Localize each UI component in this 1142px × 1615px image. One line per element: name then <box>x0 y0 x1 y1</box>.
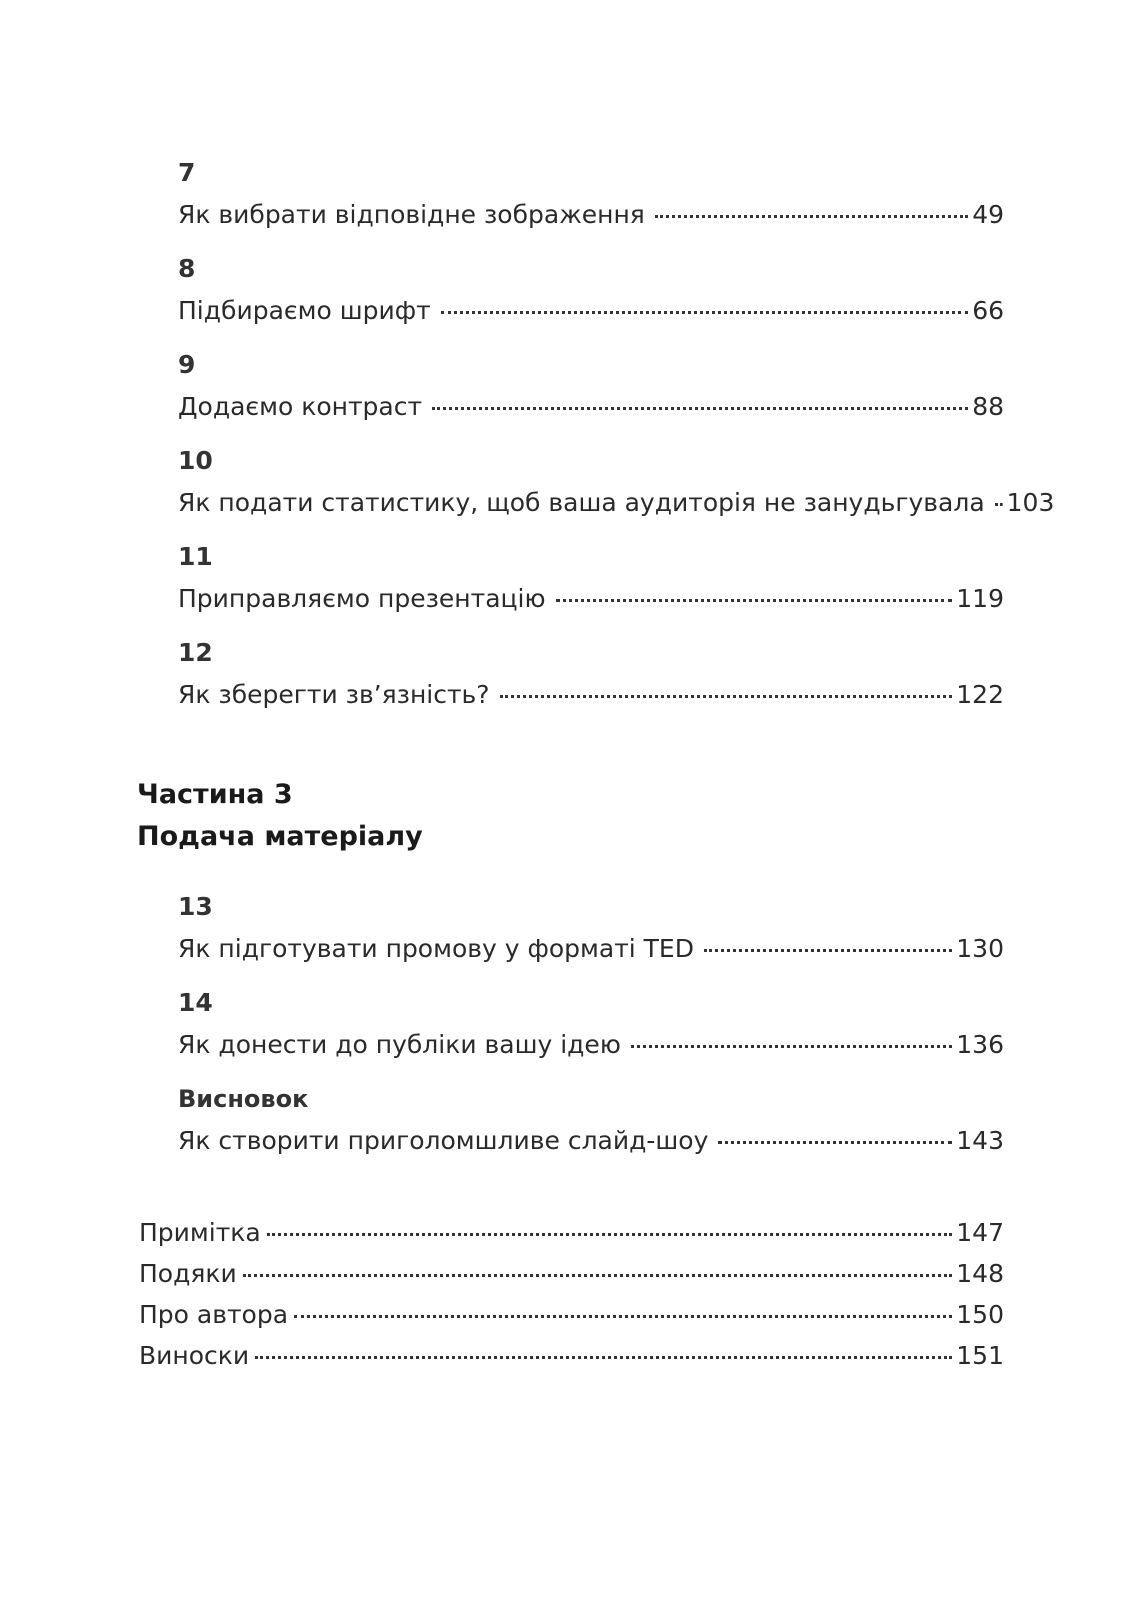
chapter-title: Як донести до публіки вашу ідею <box>178 1030 621 1059</box>
toc-entry[interactable] <box>178 932 1004 966</box>
page-number: 148 <box>956 1259 1004 1288</box>
toc-entry[interactable] <box>178 294 1004 328</box>
dot-leader <box>655 215 968 218</box>
dot-leader <box>441 311 969 314</box>
chapter-number: 8 <box>178 254 196 283</box>
chapter-number: 11 <box>178 542 213 571</box>
chapter-number: 7 <box>178 158 196 187</box>
toc-entry[interactable] <box>178 1124 1004 1158</box>
chapter-list-part2 <box>178 158 1055 734</box>
toc-entry[interactable] <box>139 1253 1004 1294</box>
page-number: 130 <box>956 934 1004 963</box>
page-number: 66 <box>972 296 1004 325</box>
chapter-title: Приправляємо презентацію <box>178 584 546 613</box>
toc-entry[interactable] <box>178 582 1004 616</box>
chapter-10 <box>178 446 1055 520</box>
page-number: 147 <box>956 1218 1004 1247</box>
toc-entry[interactable] <box>178 1028 1004 1062</box>
chapter-list-part3 <box>178 892 1004 1180</box>
entry-title: Про автора <box>139 1300 289 1329</box>
toc-entry[interactable] <box>139 1294 1004 1335</box>
page-number: 49 <box>972 200 1004 229</box>
page-number: 88 <box>972 392 1004 421</box>
dot-leader <box>432 407 968 410</box>
chapter-9 <box>178 350 1004 424</box>
page-number: 136 <box>956 1030 1004 1059</box>
chapter-14 <box>178 988 1004 1062</box>
chapter-7 <box>178 158 1004 232</box>
chapter-label: Висновок <box>178 1085 309 1113</box>
dot-leader <box>267 1233 953 1236</box>
part-heading <box>137 774 423 858</box>
chapter-13 <box>178 892 1004 966</box>
chapter-title: Як підготувати промову у форматі TED <box>178 934 694 963</box>
back-matter-list <box>139 1212 1004 1376</box>
part-title: Подача матеріалу <box>137 821 423 852</box>
dot-leader <box>704 949 952 952</box>
page-number: 143 <box>956 1126 1004 1155</box>
dot-leader <box>255 1356 952 1359</box>
dot-leader <box>294 1315 952 1318</box>
toc-entry[interactable] <box>139 1212 1004 1253</box>
toc-entry[interactable] <box>178 390 1004 424</box>
chapter-title: Додаємо контраст <box>178 392 423 421</box>
entry-title: Подяки <box>139 1259 237 1288</box>
chapter-number: 10 <box>178 446 213 475</box>
page-number: 122 <box>956 680 1004 709</box>
dot-leader <box>556 599 953 602</box>
chapter-number: 12 <box>178 638 213 667</box>
dot-leader <box>631 1045 952 1048</box>
chapter-title: Як вибрати відповідне зображення <box>178 200 645 229</box>
page-number: 103 <box>1006 488 1055 517</box>
toc-entry[interactable] <box>178 678 1004 712</box>
chapter-12 <box>178 638 1004 712</box>
part-number: Частина 3 <box>137 779 293 810</box>
dot-leader <box>500 695 953 698</box>
chapter-number: 14 <box>178 988 213 1017</box>
entry-title: Виноски <box>139 1341 250 1370</box>
page-number: 119 <box>956 584 1004 613</box>
chapter-number: 9 <box>178 350 196 379</box>
entry-title: Примітка <box>139 1218 261 1247</box>
chapter-8 <box>178 254 1004 328</box>
toc-entry[interactable] <box>178 198 1004 232</box>
chapter-number: 13 <box>178 892 213 921</box>
chapter-title: Як зберегти зв’язність? <box>178 680 490 709</box>
chapter-11 <box>178 542 1004 616</box>
chapter-title: Підбираємо шрифт <box>178 296 431 325</box>
dot-leader <box>243 1274 953 1277</box>
dot-leader <box>995 503 1003 506</box>
page-number: 151 <box>956 1341 1004 1370</box>
toc-entry[interactable] <box>178 486 1055 520</box>
chapter-conclusion <box>178 1084 1004 1158</box>
page-number: 150 <box>956 1300 1004 1329</box>
chapter-title: Як створити приголомшливе слайд-шоу <box>178 1126 709 1155</box>
chapter-title: Як подати статистику, щоб ваша аудиторія не занудьгувала <box>178 488 985 517</box>
toc-entry[interactable] <box>139 1335 1004 1376</box>
dot-leader <box>718 1141 952 1144</box>
